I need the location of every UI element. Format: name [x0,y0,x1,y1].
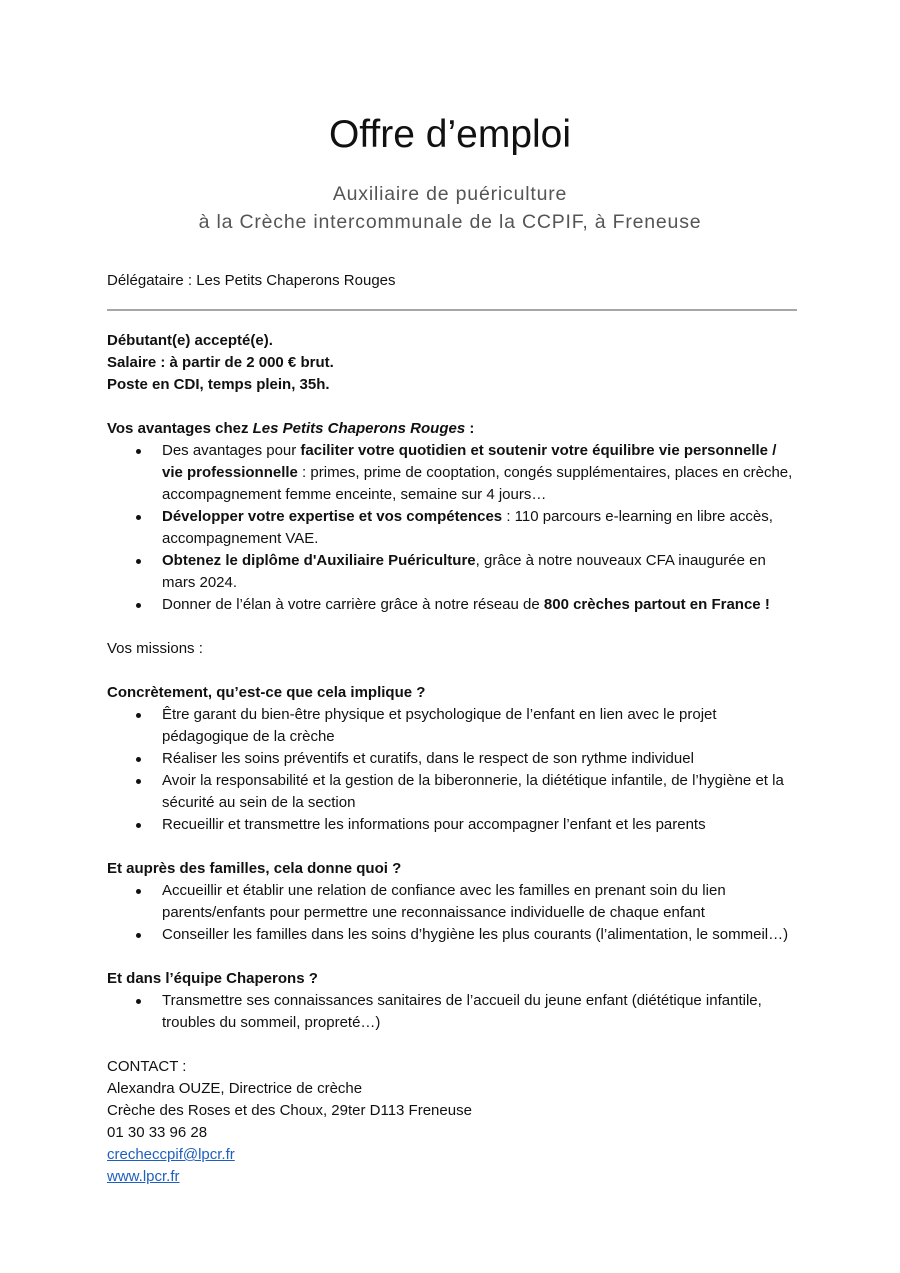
equipe-heading: Et dans l’équipe Chaperons ? [107,970,318,987]
list-item: Recueillir et transmettre les informations pour accompagner l’enfant et les parents [162,814,797,836]
familles-heading: Et auprès des familles, cela donne quoi ? [107,860,402,877]
condition-beginner: Débutant(e) accepté(e). [107,332,273,349]
delegataire: Délégataire : Les Petits Chaperons Rouges [107,272,396,289]
missions-label: Vos missions : [107,640,203,657]
list-item: Des avantages pour faciliter votre quotidien et soutenir votre équilibre vie personnelle / vie professionnelle : primes, prime de cooptation, congés supplémentaires, places en crèche, accompagnement femme enceinte, semaine sur 4 jours… [162,440,797,506]
list-item: Transmettre ses connaissances sanitaires de l’accueil du jeune enfant (diététique infantile, troubles du sommeil, propreté…) [162,990,797,1034]
concretement-heading: Concrètement, qu’est-ce que cela implique ? [107,684,426,701]
concretement-list [107,704,797,836]
contact-email-link[interactable]: crecheccpif@lpcr.fr [107,1146,235,1163]
equipe-list [107,990,797,1034]
page-title: Offre d’emploi [328,113,572,156]
list-item: Donner de l’élan à votre carrière grâce à notre réseau de 800 crèches partout en France ! [162,594,797,616]
contact-label: CONTACT : [107,1058,187,1075]
avantages-heading: Vos avantages chez Les Petits Chaperons Rouges : [107,420,475,437]
list-item: Conseiller les familles dans les soins d’hygiène les plus courants (l’alimentation, le sommeil…) [162,924,797,946]
contact-address: Crèche des Roses et des Choux, 29ter D113 Freneuse [107,1102,472,1119]
contact-name: Alexandra OUZE, Directrice de crèche [107,1080,363,1097]
list-item: Obtenez le diplôme d'Auxiliaire Puériculture, grâce à notre nouveaux CFA inaugurée en mars 2024. [162,550,797,594]
subtitle-location: à la Crèche intercommunale de la CCPIF, à Freneuse [198,211,702,233]
horizontal-divider [107,309,797,311]
list-item: Avoir la responsabilité et la gestion de la biberonnerie, la diététique infantile, de l’hygiène et la sécurité au sein de la section [162,770,797,814]
document-body [107,270,797,1188]
subtitle-job: Auxiliaire de puériculture [332,183,568,205]
subtitle [0,180,900,236]
condition-salary: Salaire : à partir de 2 000 € brut. [107,354,334,371]
list-item: Réaliser les soins préventifs et curatifs, dans le respect de son rythme individuel [162,748,797,770]
condition-contract: Poste en CDI, temps plein, 35h. [107,376,330,393]
avantages-list [107,440,797,616]
familles-list [107,880,797,946]
contact-phone: 01 30 33 96 28 [107,1124,208,1141]
list-item: Être garant du bien-être physique et psychologique de l’enfant en lien avec le projet pédagogique de la crèche [162,704,797,748]
list-item: Développer votre expertise et vos compétences : 110 parcours e-learning en libre accès, accompagnement VAE. [162,506,797,550]
list-item: Accueillir et établir une relation de confiance avec les familles en prenant soin du lien parents/enfants pour permettre une reconnaissance individuelle de chaque enfant [162,880,797,924]
website-link[interactable]: www.lpcr.fr [107,1168,180,1185]
